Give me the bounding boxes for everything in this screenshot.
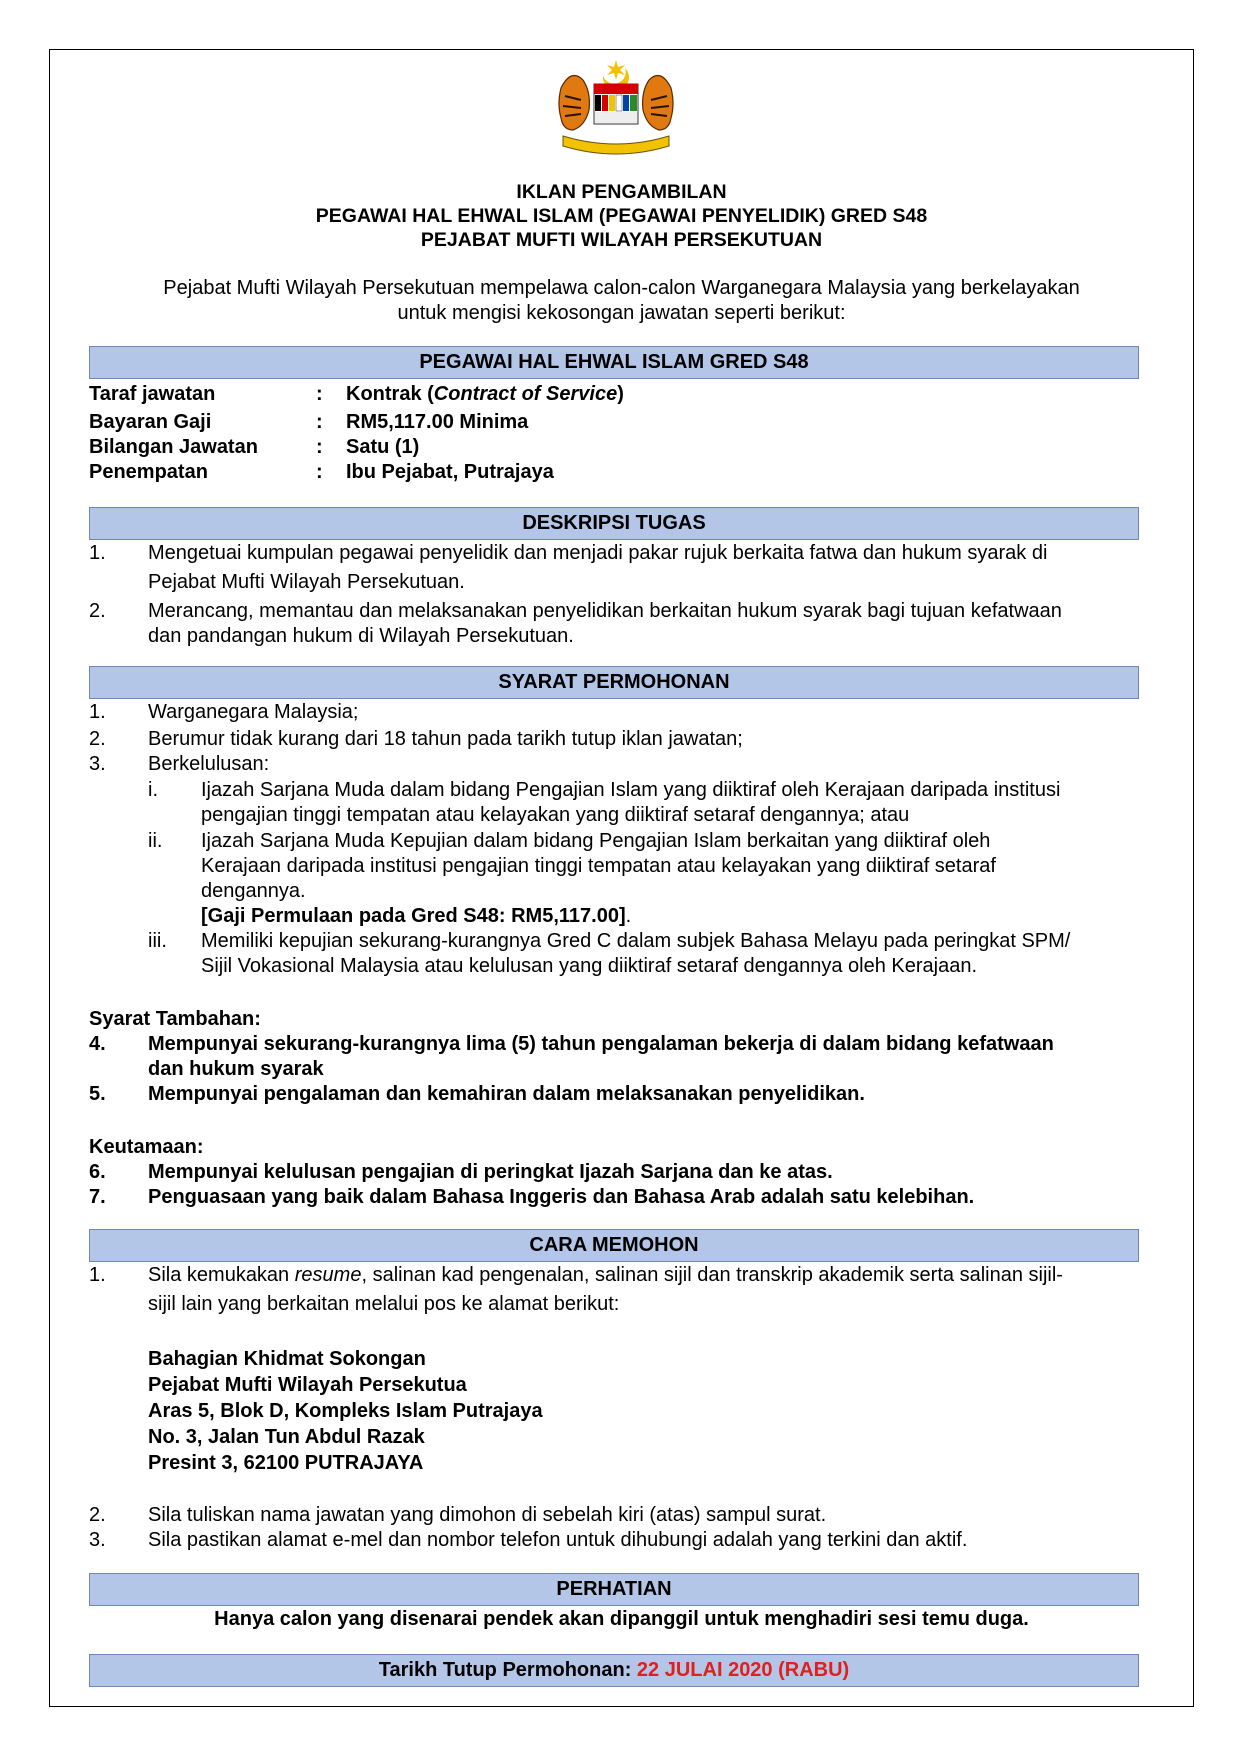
- item-number: 3.: [89, 753, 106, 775]
- field-label: Bilangan Jawatan: [89, 436, 258, 458]
- item-number: 1.: [89, 542, 106, 564]
- item-text: Mengetuai kumpulan pegawai penyelidik dan menjadi pakar rujuk berkaita fatwa dan hukum syarak di: [148, 542, 1048, 564]
- sub-number: ii.: [148, 830, 163, 852]
- sub-number: i.: [148, 779, 158, 801]
- item-text: Warganegara Malaysia;: [148, 701, 359, 723]
- item-number: 5.: [89, 1083, 106, 1105]
- item-text: Mempunyai sekurang-kurangnya lima (5) tahun pengalaman bekerja di dalam bidang kefatwaan: [148, 1033, 1054, 1055]
- item-text: dan pandangan hukum di Wilayah Persekutuan.: [148, 625, 574, 647]
- salary-note-bold: [Gaji Permulaan pada Gred S48: RM5,117.00]: [201, 905, 626, 927]
- value-italic: Contract of Service: [433, 383, 618, 405]
- sub-text: dengannya.: [201, 880, 306, 902]
- salary-note-text: [201, 904, 1139, 929]
- field-colon: :: [316, 461, 323, 483]
- sub-text: Ijazah Sarjana Muda dalam bidang Pengajian Islam yang diiktiraf oleh Kerajaan daripada institusi: [201, 779, 1061, 801]
- item-text: Merancang, memantau dan melaksanakan penyelidikan berkaitan hukum syarak bagi tujuan kefatwaan: [148, 600, 1062, 622]
- item-text: [148, 1263, 1139, 1288]
- priority-label: Keutamaan:: [89, 1136, 204, 1158]
- malaysia-coat-of-arms-icon: [541, 58, 691, 158]
- item-text: Mempunyai pengalaman dan kemahiran dalam melaksanakan penyelidikan.: [148, 1083, 865, 1105]
- closing-date-label: Tarikh Tutup Permohonan:: [378, 1659, 637, 1681]
- sub-text: Kerajaan daripada institusi pengajian tinggi tempatan atau kelayakan yang diiktiraf setaraf: [201, 855, 996, 877]
- address-line: Pejabat Mufti Wilayah Persekutua: [148, 1374, 467, 1396]
- additional-requirements-label: Syarat Tambahan:: [89, 1008, 261, 1030]
- field-colon: :: [316, 436, 323, 458]
- closing-date-value: 22 JULAI 2020 (RABU): [636, 1659, 850, 1681]
- item-text: sijil lain yang berkaitan melalui pos ke alamat berikut:: [148, 1293, 620, 1315]
- position-title: PEGAWAI HAL EHWAL ISLAM (PEGAWAI PENYELIDIK) GRED S48: [315, 205, 928, 227]
- item-number: 4.: [89, 1033, 106, 1055]
- value-suffix: ): [617, 383, 624, 405]
- item-text: Berkelulusan:: [148, 753, 270, 775]
- notice-heading: PERHATIAN: [89, 1573, 1139, 1606]
- apply-heading: CARA MEMOHON: [89, 1229, 1139, 1262]
- address-line: Bahagian Khidmat Sokongan: [148, 1348, 426, 1370]
- duties-heading: DESKRIPSI TUGAS: [89, 507, 1139, 540]
- item-number: 3.: [89, 1529, 106, 1551]
- item-text: Sila tuliskan nama jawatan yang dimohon di sebelah kiri (atas) sampul surat.: [148, 1504, 827, 1526]
- apply-text-italic: resume: [294, 1264, 362, 1286]
- field-colon: :: [316, 383, 323, 405]
- item-number: 1.: [89, 1264, 106, 1286]
- requirements-heading: SYARAT PERMOHONAN: [89, 666, 1139, 699]
- sub-number: iii.: [148, 930, 167, 952]
- apply-text-pre: Sila kemukakan: [148, 1264, 295, 1286]
- field-value: Ibu Pejabat, Putrajaya: [346, 461, 554, 483]
- salary-note-tail: .: [625, 905, 632, 927]
- item-text: Mempunyai kelulusan pengajian di peringkat Ijazah Sarjana dan ke atas.: [148, 1161, 833, 1183]
- field-colon: :: [316, 411, 323, 433]
- item-text: Sila pastikan alamat e-mel dan nombor telefon untuk dihubungi adalah yang terkini dan aktif.: [148, 1529, 968, 1551]
- closing-date-bar: [89, 1654, 1139, 1687]
- item-number: 2.: [89, 1504, 106, 1526]
- value-prefix: Kontrak (: [346, 383, 434, 405]
- sub-text: Ijazah Sarjana Muda Kepujian dalam bidang Pengajian Islam berkaitan yang diiktiraf oleh: [201, 830, 991, 852]
- item-number: 6.: [89, 1161, 106, 1183]
- item-text: Penguasaan yang baik dalam Bahasa Inggeris dan Bahasa Arab adalah satu kelebihan.: [148, 1186, 975, 1208]
- field-value: Satu (1): [346, 436, 420, 458]
- item-number: 2.: [89, 728, 106, 750]
- item-number: 2.: [89, 600, 106, 622]
- item-text: dan hukum syarak: [148, 1058, 324, 1080]
- department-title: PEJABAT MUFTI WILAYAH PERSEKUTUAN: [420, 229, 823, 251]
- apply-text-post: , salinan kad pengenalan, salinan sijil dan transkrip akademik serta salinan sijil-: [361, 1264, 1063, 1286]
- field-label: Bayaran Gaji: [89, 411, 212, 433]
- position-heading: PEGAWAI HAL EHWAL ISLAM GRED S48: [89, 346, 1139, 379]
- ad-title: IKLAN PENGAMBILAN: [516, 181, 727, 203]
- address-line: No. 3, Jalan Tun Abdul Razak: [148, 1426, 425, 1448]
- sub-text: pengajian tinggi tempatan atau kelayakan yang diiktiraf setaraf dengannya; atau: [201, 804, 910, 826]
- field-label: Penempatan: [89, 461, 208, 483]
- item-text: Berumur tidak kurang dari 18 tahun pada tarikh tutup iklan jawatan;: [148, 728, 743, 750]
- intro-line-1: Pejabat Mufti Wilayah Persekutuan mempelawa calon-calon Warganegara Malaysia yang berkelayakan: [163, 277, 1080, 299]
- address-line: Aras 5, Blok D, Kompleks Islam Putrajaya: [148, 1400, 543, 1422]
- intro-line-2: untuk mengisi kekosongan jawatan seperti berikut:: [397, 302, 846, 324]
- address-line: Presint 3, 62100 PUTRAJAYA: [148, 1452, 424, 1474]
- field-value: [346, 382, 624, 407]
- notice-text: Hanya calon yang disenarai pendek akan dipanggil untuk menghadiri sesi temu duga.: [214, 1608, 1029, 1630]
- item-text: Pejabat Mufti Wilayah Persekutuan.: [148, 571, 465, 593]
- item-number: 7.: [89, 1186, 106, 1208]
- field-label: Taraf jawatan: [89, 383, 216, 405]
- sub-text: Memiliki kepujian sekurang-kurangnya Gred C dalam subjek Bahasa Melayu pada peringkat SPM/: [201, 930, 1071, 952]
- field-value: RM5,117.00 Minima: [346, 411, 529, 433]
- item-number: 1.: [89, 701, 106, 723]
- sub-text: Sijil Vokasional Malaysia atau kelulusan yang diiktiraf setaraf dengannya oleh Kerajaan.: [201, 955, 978, 977]
